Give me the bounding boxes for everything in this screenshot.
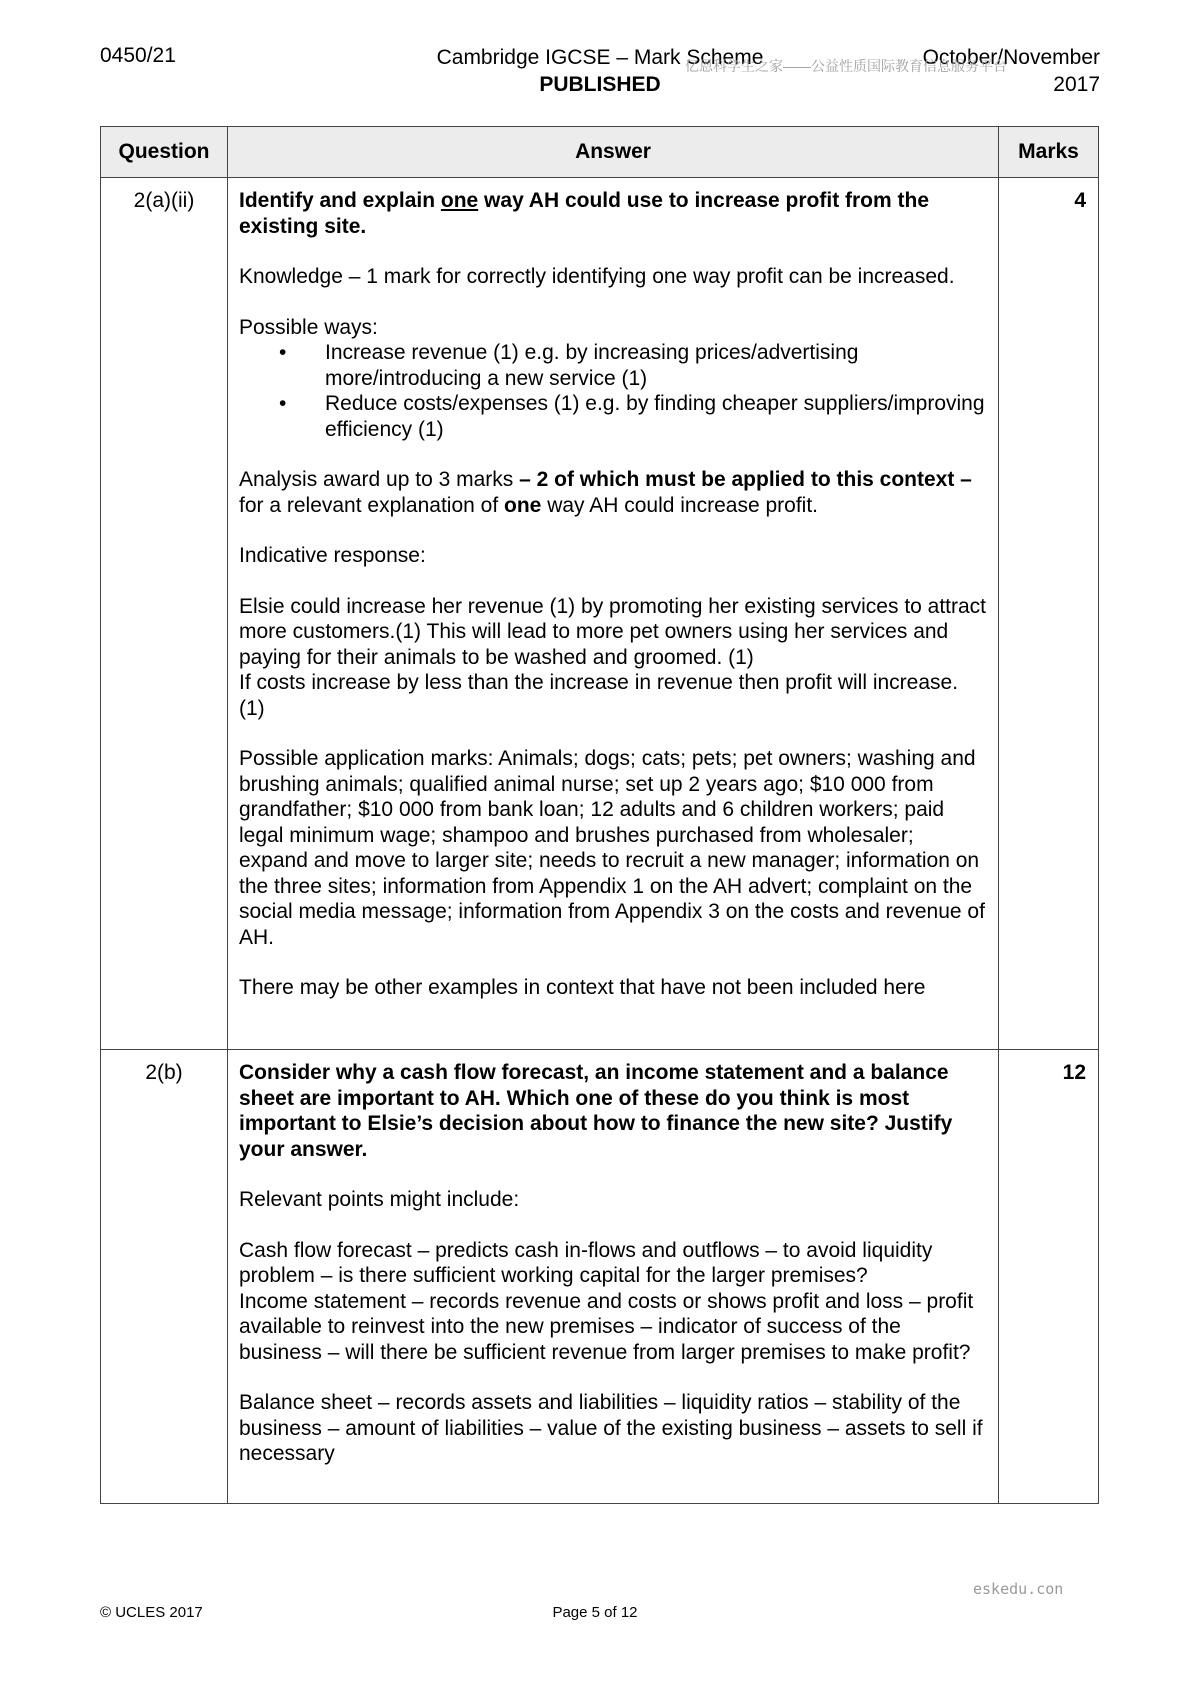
prompt-underlined: one — [440, 189, 479, 212]
table-header-row — [101, 127, 1099, 178]
indicative-response — [239, 594, 988, 722]
question-number: 2(b) — [101, 1050, 228, 1504]
question-prompt: Consider why a cash flow forecast, an income statement and a balance sheet are important to AH. Which one of these do you think is most important to Elsie’s decision about how to finance the new site? Justify your answer. — [239, 1061, 953, 1161]
table-row — [101, 1050, 1099, 1504]
cash-flow-point — [239, 1238, 988, 1366]
marks-value: 4 — [999, 178, 1099, 1050]
question-number: 2(a)(ii) — [101, 178, 228, 1050]
page-number: Page 5 of 12 — [552, 1604, 638, 1621]
published-label: PUBLISHED — [539, 73, 661, 96]
top-watermark: 亿恩科学生之家——公益性质国际教育信息服务平台 — [685, 58, 1007, 74]
indicative-line: Elsie could increase her revenue (1) by promoting her existing services to attract more customers.(1) This will lead to more pet owners using her services and paying for their animals to be washed and groomed. (1) — [239, 594, 987, 669]
session-text: October/November — [922, 46, 1100, 69]
year-text: 2017 — [1053, 73, 1100, 96]
prompt-pre: Identify and explain — [239, 189, 441, 212]
analysis-bold: – 2 of which must be applied to this context – — [519, 468, 972, 491]
list-item: • Reduce costs/expenses (1) e.g. by finding cheaper suppliers/improving efficiency (1) — [239, 391, 988, 442]
other-examples-note: There may be other examples in context that have not been included here — [239, 976, 926, 999]
exam-code: 0450/21 — [100, 44, 176, 67]
analysis-part: way AH could increase profit. — [541, 493, 818, 517]
balance-sheet-point: Balance sheet – records assets and liabilities – liquidity ratios – stability of the business – amount of liabilities – value of the existing business – assets to sell if necessary — [239, 1391, 983, 1465]
relevant-points-label: Relevant points might include: — [239, 1188, 520, 1211]
marks-value: 12 — [999, 1050, 1099, 1504]
answer-cell — [228, 1050, 999, 1504]
question-prompt — [239, 188, 988, 239]
copyright: © UCLES 2017 — [100, 1604, 203, 1621]
analysis-part: Analysis award up to 3 marks — [239, 468, 520, 491]
possible-ways-list — [239, 340, 988, 442]
bottom-watermark: eskedu.con — [973, 1580, 1064, 1598]
analysis-text — [239, 467, 988, 518]
list-item: • Increase revenue (1) e.g. by increasing prices/advertising more/introducing a new service (1) — [239, 340, 988, 391]
marks-header: Marks — [999, 127, 1099, 178]
knowledge-text: Knowledge – 1 mark for correctly identifying one way profit can be increased. — [239, 265, 955, 288]
cash-flow-text: Cash flow forecast – predicts cash in-flows and outflows – to avoid liquidity problem – is there sufficient working capital for the larger premises? — [239, 1238, 933, 1287]
analysis-bold: one — [504, 493, 542, 517]
analysis-part: for a relevant explanation of — [239, 493, 505, 517]
income-statement-text: Income statement – records revenue and costs or shows profit and loss – profit available to reinvest into the new premises – indicator of success of the business – will there be sufficient revenue from larger premises to make profit? — [239, 1289, 974, 1364]
table-row — [101, 178, 1099, 1050]
mark-scheme-table — [100, 126, 1099, 1504]
possible-ways-label: Possible ways: — [239, 315, 378, 339]
question-header: Question — [101, 127, 228, 178]
indicative-label: Indicative response: — [239, 544, 426, 567]
indicative-line: If costs increase by less than the increase in revenue then profit will increase. (1) — [239, 671, 959, 720]
answer-header: Answer — [228, 127, 999, 178]
prompt-post: way AH could use to increase profit from the existing site. — [239, 189, 930, 238]
title-text: Cambridge IGCSE – Mark Scheme — [436, 46, 764, 69]
answer-cell — [228, 178, 999, 1050]
application-marks: Possible application marks: Animals; dogs; cats; pets; pet owners; washing and brushing animals; qualified animal nurse; set up 2 years ago; $10 000 from grandfather; $10 000 from bank loan; 12 adults and 6 children workers; paid legal minimum wage; shampoo and brushes purchased from wholesaler; expand and move to larger site; needs to recruit a new manager; information on the three sites; information from Appendix 1 on the AH advert; complaint on the social media message; information from Appendix 3 on the costs and revenue of AH. — [239, 747, 985, 949]
